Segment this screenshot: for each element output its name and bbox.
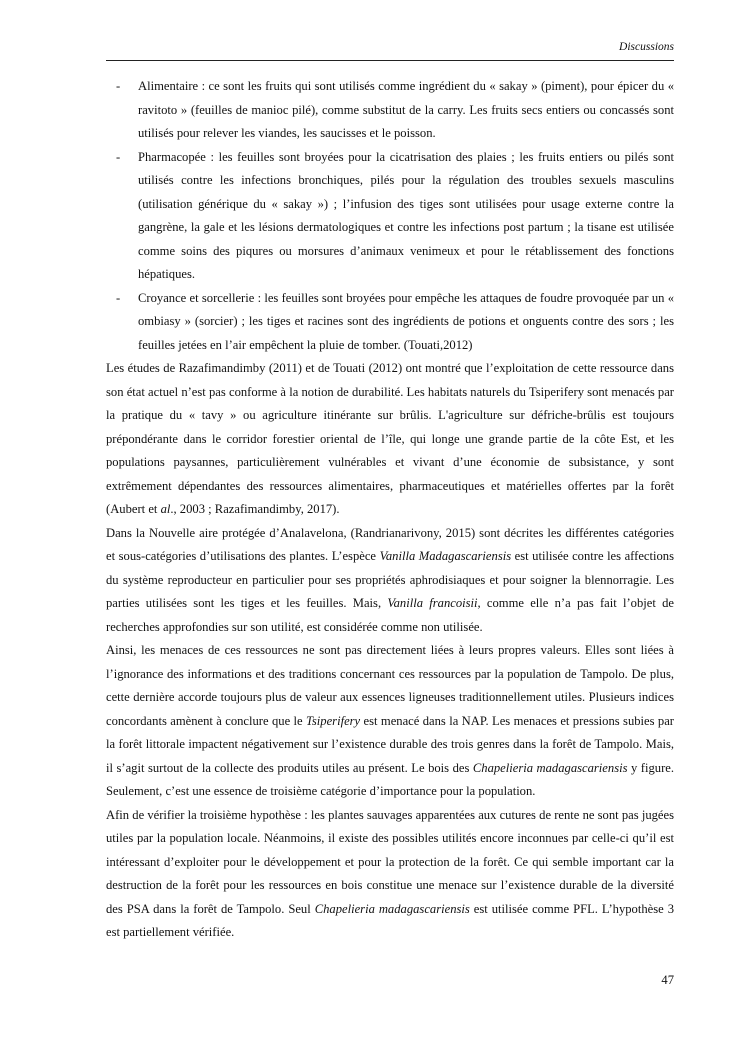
list-item-text <box>138 150 674 282</box>
italic-run: Vanilla francoisii, <box>387 596 481 610</box>
list-dash: - <box>116 149 121 164</box>
text-run: Dans la Nouvelle aire protégée d’Analavelona, (Randrianarivony, 2015) sont décrites les différentes catégories et sous-catégories d’utilisations des plantes. L’espèce <box>106 525 674 563</box>
text-run: Pharmacopée : les feuilles sont broyées pour la cicatrisation des plaies ; les fruits entiers ou pilés sont utilisés contre les infections bronchiques, pilés pour la régulation des troubles sexuels masculins (utilisation générique du « sakay ») ; l’infusion des tiges sont utilisées pour usage externe contre la gangrène, la gale et les lésions dermatologiques et contre les infections post partum ; la tisane est utilisée comme soins des piqures ou morsures d’animaux venimeux et pour le rétablissement des fonctions hépatiques. <box>138 149 674 281</box>
text-run: Alimentaire : ce sont les fruits qui sont utilisés comme ingrédient du « sakay » (piment), pour épicer du « ravitoto » (feuilles de manioc pilé), comme substitut de la carry. Les fruits secs entiers ou concassés sont utilisés pour relever les viandes, les saucisses et le poisson. <box>138 79 674 140</box>
text-run: ., 2003 ; Razafimandimby, 2017). <box>170 502 340 516</box>
paragraph <box>106 639 674 804</box>
list-item-text <box>138 291 674 352</box>
list-dash: - <box>116 79 121 93</box>
text-run: est utilisée comme PFL. L’hypothèse 3 est partiellement vérifiée. <box>106 901 674 939</box>
text-run: comme elle n’a pas fait l’objet de recherches approfondies sur son utilité, est considérée comme non utilisée. <box>106 596 674 634</box>
text-run: est menacé dans la NAP. Les menaces et pressions subies par la forêt littorale impactent négativement sur l’existence durable des trois genres dans la forêt de Tampolo. Mais, il s’agit surtout de la collecte des produits utiles au présent. Le bois des <box>106 713 674 775</box>
text-run: y figure. Seulement, c’est une essence de troisième catégorie d’importance pour la population. <box>106 760 675 798</box>
italic-run: Vanilla Madagascariensis <box>379 549 512 563</box>
list-item <box>106 146 674 287</box>
text-run: Croyance et sorcellerie : les feuilles sont broyées pour empêche les attaques de foudre provoquée par un « ombiasy » (sorcier) ; les tiges et racines sont des ingrédients de potions et onguents contre des sors ; les feuilles jetées en l’air empêchent la pluie de tomber. (Touati,2012) <box>138 290 674 352</box>
list-dash: - <box>116 290 121 305</box>
list-item <box>106 287 674 358</box>
italic-run: Tsiperifery <box>306 713 361 728</box>
italic-run: al <box>160 502 171 516</box>
running-header: Discussions <box>619 41 674 53</box>
italic-run: Chapelieria madagascariensis <box>314 901 470 916</box>
page-body <box>106 75 674 945</box>
page-number: 47 <box>661 973 674 987</box>
header-rule <box>106 60 674 61</box>
text-run: est utilisée contre les affections du système reproducteur en particulier pour ses propriétés aphrodisiaques et pour soigner la blennorragie. Les parties utilisées sont les tiges et les feuilles. Mais, <box>106 549 675 610</box>
paragraph <box>106 522 674 640</box>
list-item <box>106 75 674 146</box>
uses-list <box>106 75 674 357</box>
text-run: Ainsi, les menaces de ces ressources ne sont pas directement liées à leurs propres valeurs. Elles sont liées à l’ignorance des informations et des traditions concernant ces ressources par la population de Tampolo. De plus, cette dernière accorde toujours plus de valeur aux essences ligneuses traditionnellement utiles. Plusieurs indices concordants amènent à conclure que le <box>106 643 674 728</box>
list-item-text <box>138 79 674 140</box>
paragraph <box>106 804 674 945</box>
text-run: Les études de Razafimandimby (2011) et de Touati (2012) ont montré que l’exploitation de cette ressource dans son état actuel n’est pas conforme à la notion de durabilité. Les habitats naturels du Tsiperifery sont menacés par la pratique du « tavy » ou agriculture itinérante sur brûlis. L'agriculture sur défriche-brûlis est toujours prépondérante dans le corridor forestier oriental de l’île, qui longe une grande partie de la côte Est, et les populations paysannes, particulièrement vulnérables et vivant d’une économie de subsistance, y sont extrêmement dépendantes des ressources alimentaires, pharmaceutiques et matérielles offertes par la forêt (Aubert et <box>106 361 674 516</box>
italic-run: Chapelieria madagascariensis <box>472 760 628 775</box>
text-run: Afin de vérifier la troisième hypothèse : les plantes sauvages apparentées aux cutures de rente ne sont pas jugées utiles par la population locale. Néanmoins, il existe des possibles utilités encore inconnues par celle-ci qu’il est intéressant d’exploiter pour le développement et pour la protection de la forêt. Ce qui semble important car la destruction de la forêt pour les ressources en bois constitue une menace sur l’existence durable de la diversité des PSA dans la forêt de Tampolo. Seul <box>106 807 674 916</box>
paragraph <box>106 357 674 522</box>
